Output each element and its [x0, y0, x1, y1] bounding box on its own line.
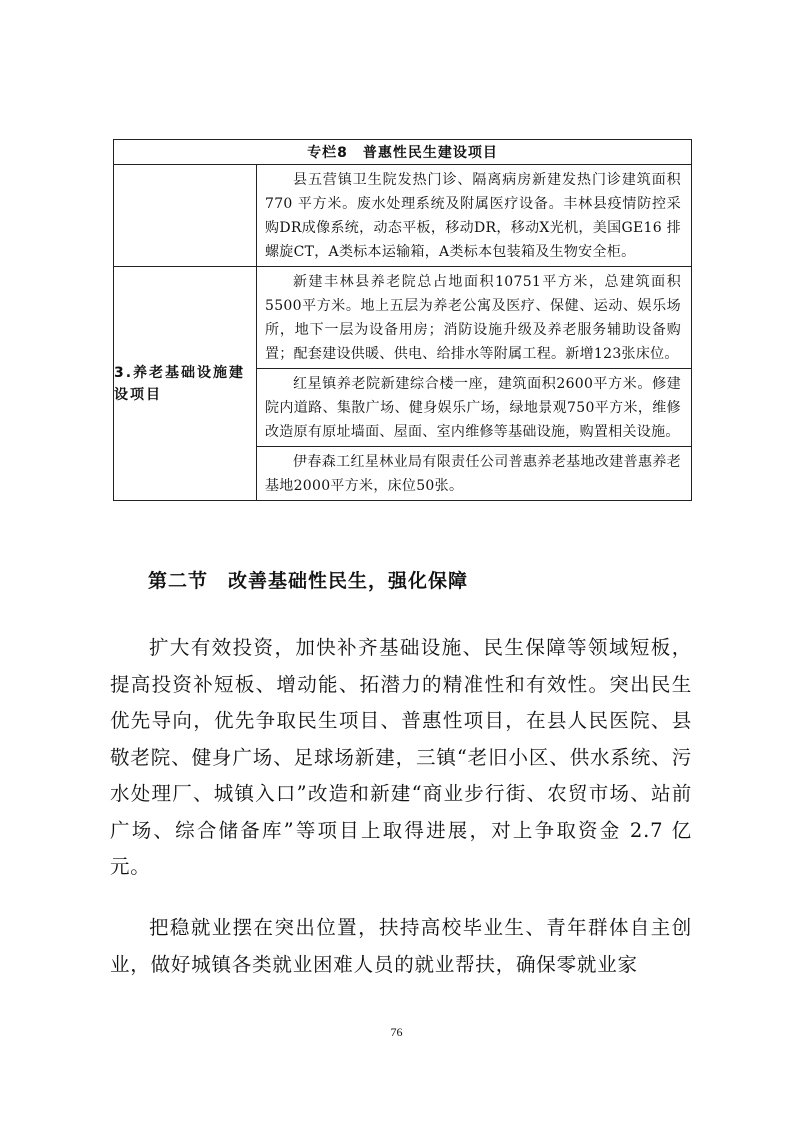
table-header-row — [114, 140, 692, 165]
special-column-table — [113, 139, 692, 501]
table-cell — [257, 267, 692, 369]
table-cell — [257, 165, 692, 267]
cell-text: 伊春森工红星林业局有限责任公司普惠养老基地改建普惠养老基地2000平方米，床位50张。 — [265, 454, 681, 494]
table-row — [114, 165, 692, 267]
page-number: 76 — [390, 1025, 403, 1039]
category-cell: 3.养老基础设施建设项目 — [114, 267, 257, 501]
body-paragraph: 把稳就业摆在突出位置，扶持高校毕业生、青年群体自主创业，做好城镇各类就业困难人员的就业帮扶，确保零就业家 — [110, 916, 692, 976]
table-row — [114, 267, 692, 369]
section-heading: 第二节 改善基础性民生，强化保障 — [148, 570, 469, 592]
cell-text: 县五营镇卫生院发热门诊、隔离病房新建发热门诊建筑面积 770 平方米。废水处理系统及附属医疗设备。丰林县疫情防控采购DR成像系统，动态平板，移动DR，移动X光机，美国GE16 排螺旋CT，A类标本运输箱，A类标本包装箱及生物安全柜。 — [265, 172, 681, 260]
body-paragraph: 扩大有效投资，加快补齐基础设施、民生保障等领域短板，提高投资补短板、增动能、拓潜力的精准性和有效性。突出民生优先导向，优先争取民生项目、普惠性项目，在县人民医院、县敬老院、健身广场、足球场新建，三镇“老旧小区、供水系统、污水处理厂、城镇入口”改造和新建“商业步行街、农贸市场、站前广场、综合储备库”等项目上取得进展，对上争取资金 2.7 亿元。 — [110, 636, 692, 878]
table-header: 专栏8 普惠性民生建设项目 — [114, 140, 692, 165]
table-cell — [257, 369, 692, 447]
empty-category-cell — [114, 165, 257, 267]
cell-text: 新建丰林县养老院总占地面积10751平方米，总建筑面积5500平方米。地上五层为养老公寓及医疗、保健、运动、娱乐场所，地下一层为设备用房；消防设施升级及养老服务辅助设备购置；配套建设供暖、供电、给排水等附属工程。新增123张床位。 — [265, 274, 681, 362]
cell-text: 红星镇养老院新建综合楼一座，建筑面积2600平方米。修建院内道路、集散广场、健身娱乐广场，绿地景观750平方米，维修改造原有原址墙面、屋面、室内维修等基础设施，购置相关设施。 — [265, 376, 681, 440]
table-cell — [257, 447, 692, 501]
